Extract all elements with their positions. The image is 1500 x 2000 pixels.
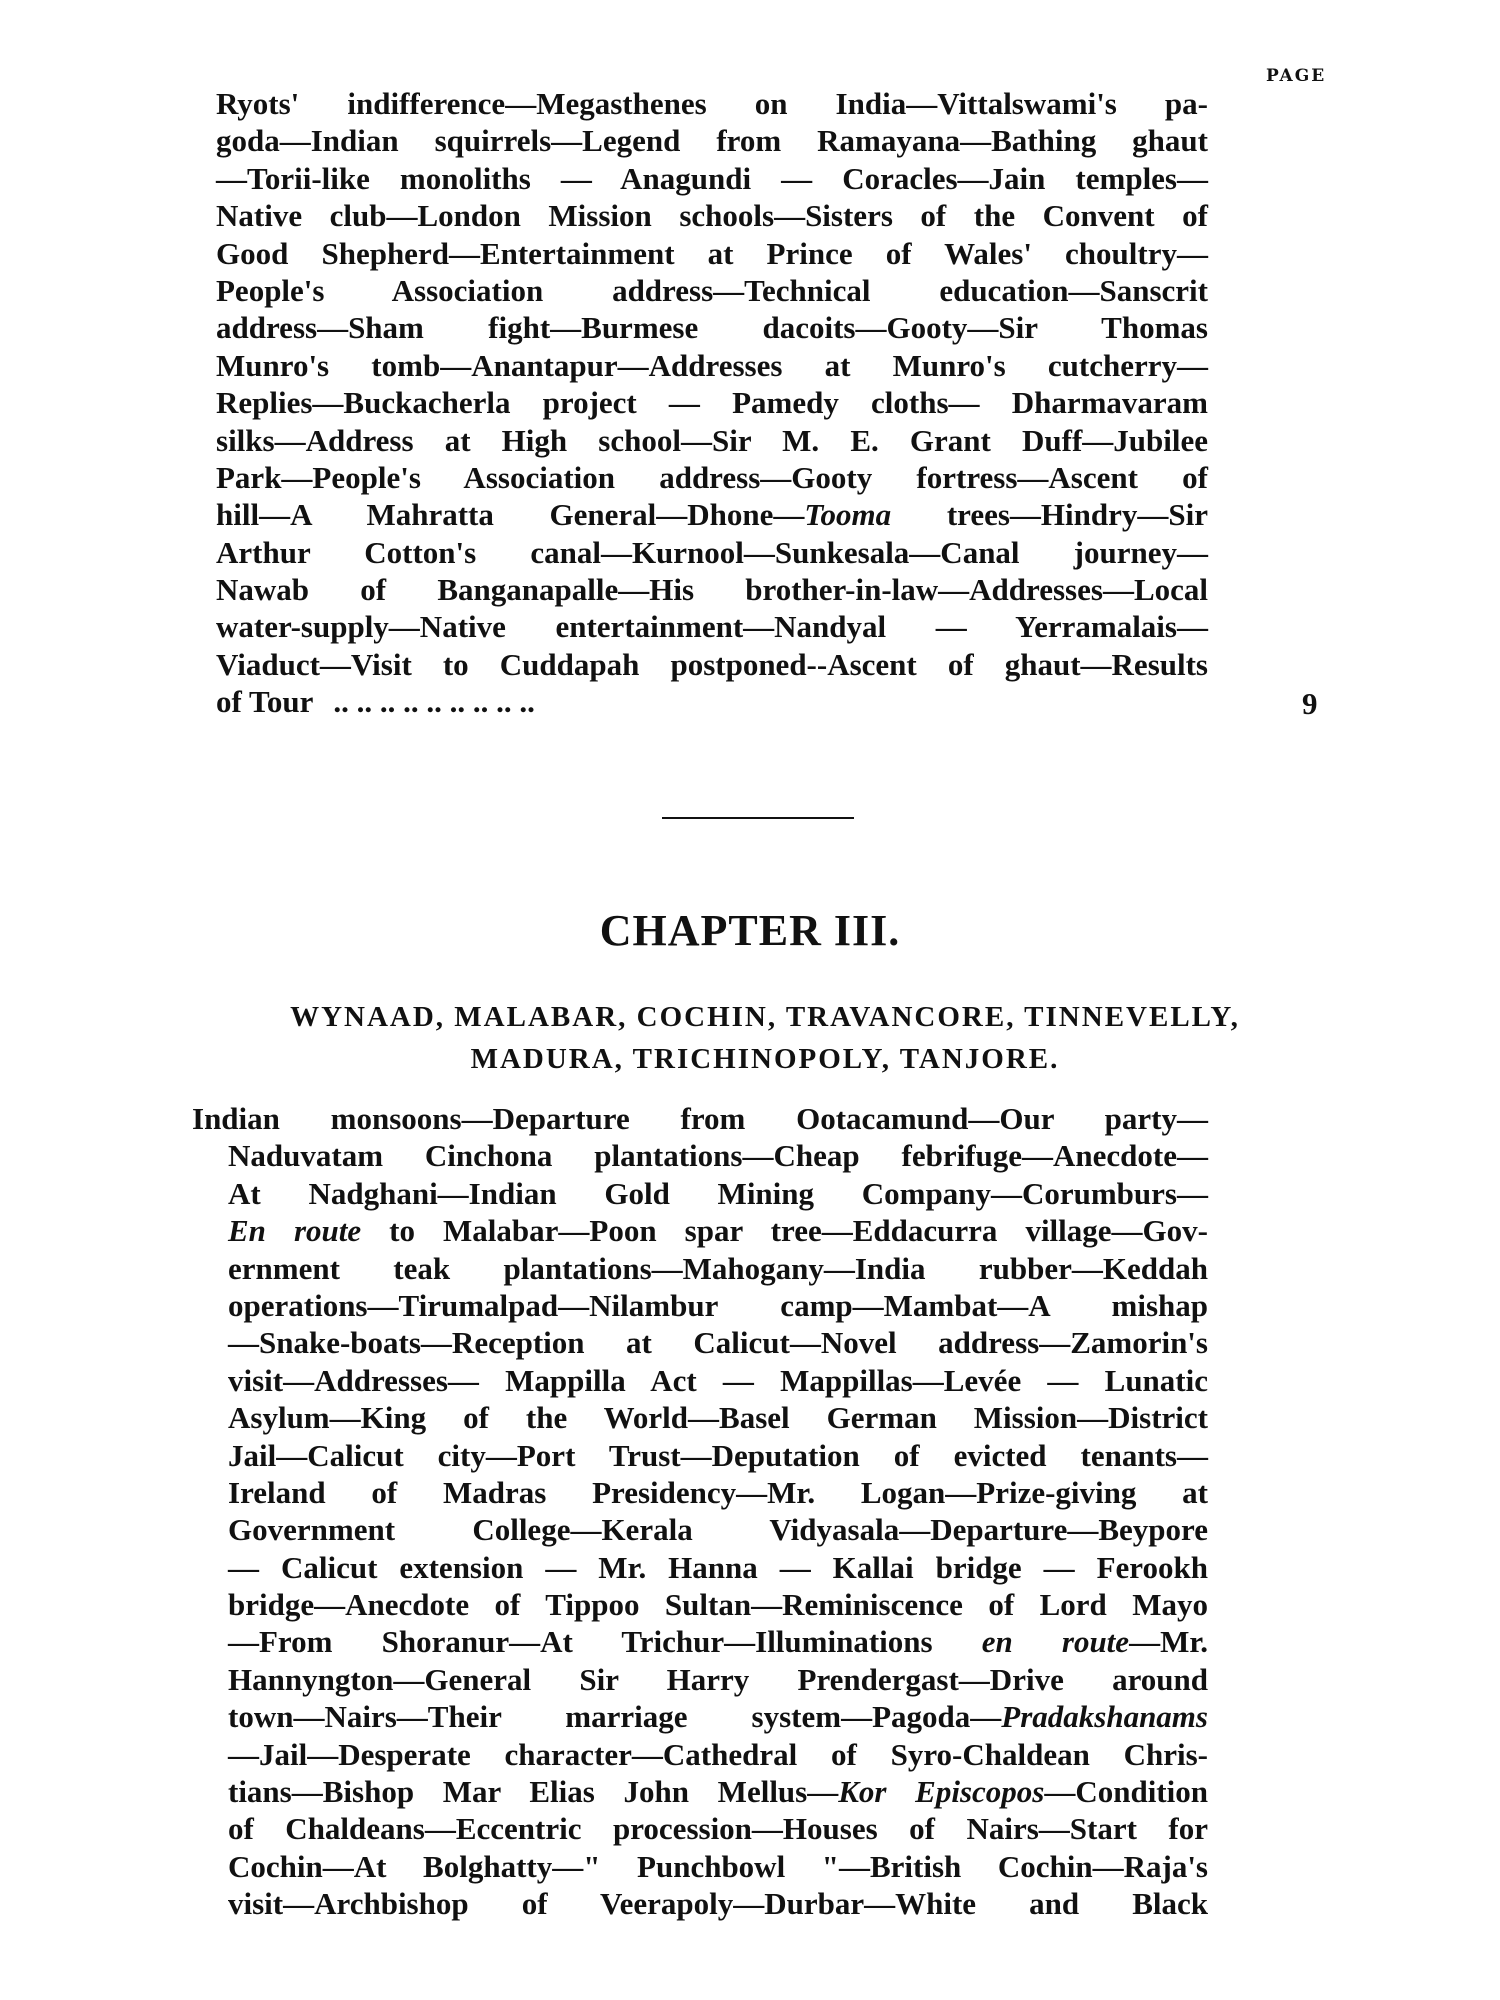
contents-line: Replies—Buckacherla project — Pamedy cloths— Dharmavaram [216,385,1208,421]
text: trees—Hindry—Sir [891,497,1208,533]
contents-line: Hannyngton—General Sir Harry Prendergast—Drive around [228,1661,1208,1697]
italic-term: Pradakshanams [1001,1699,1208,1735]
contents-line [228,1773,1208,1810]
page-column-label: PAGE [1266,66,1327,86]
contents-line: —Snake-boats—Reception at Calicut—Novel address—Zamorin's [228,1325,1208,1361]
chapter-ii-contents [216,85,1208,721]
text: —Condition [1044,1774,1208,1810]
contents-line: Ireland of Madras Presidency—Mr. Logan—Prize-giving at [228,1474,1208,1510]
contents-line: silks—Address at High school—Sir M. E. Grant Duff—Jubilee [216,422,1208,458]
contents-line: People's Association address—Technical education—Sanscrit [216,272,1208,308]
text: of Tour [216,684,314,720]
italic-term: Tooma [804,497,892,533]
contents-line: Park—People's Association address—Gooty fortress—Ascent of [216,459,1208,495]
text: —From Shoranur—At Trichur—Illuminations [228,1624,982,1660]
contents-line: Indian monsoons—Departure from Ootacamund—Our party— [192,1101,1208,1136]
contents-line: Naduvatam Cinchona plantations—Cheap febrifuge—Anecdote— [228,1138,1208,1174]
subtitle-line: WYNAAD, MALABAR, COCHIN, TRAVANCORE, TINNEVELLY, [290,1001,1240,1033]
contents-line: goda—Indian squirrels—Legend from Ramayana—Bathing ghaut [216,123,1208,159]
contents-last-line [216,683,1208,720]
contents-line: Government College—Kerala Vidyasala—Departure—Beypore [228,1512,1208,1548]
contents-line: Viaduct—Visit to Cuddapah postponed--Ascent of ghaut—Results [216,646,1208,682]
contents-line: ernment teak plantations—Mahogany—India rubber—Keddah [228,1250,1208,1286]
contents-line: — Calicut extension — Mr. Hanna — Kallai bridge — Ferookh [228,1549,1208,1585]
italic-term: En route [228,1213,362,1249]
contents-line [228,1623,1208,1660]
text: hill—A Mahratta General—Dhone— [216,497,805,533]
contents-line: Jail—Calicut city—Port Trust—Deputation of evicted tenants— [228,1437,1208,1473]
chapter-iii-contents [192,1100,1208,1923]
section-divider [662,817,854,819]
chapter-subtitle [195,996,1335,1080]
subtitle-line: MADURA, TRICHINOPOLY, TANJORE. [470,1043,1060,1075]
italic-term: Kor Episcopos [838,1774,1045,1810]
contents-line [228,1212,1208,1249]
contents-line: Good Shepherd—Entertainment at Prince of Wales' choultry— [216,235,1208,271]
leader-dots: .. .. .. .. .. .. .. .. .. [333,684,535,720]
page-number: 9 [1302,686,1318,721]
contents-line: At Nadghani—Indian Gold Mining Company—Corumburs— [228,1175,1208,1211]
contents-line: Native club—London Mission schools—Sisters of the Convent of [216,198,1208,234]
text: —Mr. [1129,1624,1208,1660]
contents-line: operations—Tirumalpad—Nilambur camp—Mambat—A mishap [228,1287,1208,1323]
contents-line: —Jail—Desperate character—Cathedral of Syro-Chaldean Chris- [228,1736,1208,1772]
contents-line: visit—Archbishop of Veerapoly—Durbar—White and Black [228,1886,1208,1922]
text: to Malabar—Poon spar tree—Eddacurra village—Gov- [361,1213,1208,1249]
contents-line: address—Sham fight—Burmese dacoits—Gooty—Sir Thomas [216,310,1208,346]
contents-line: visit—Addresses— Mappilla Act — Mappillas—Levée — Lunatic [228,1362,1208,1398]
contents-line: Cochin—At Bolghatty—" Punchbowl "—British Cochin—Raja's [228,1848,1208,1884]
contents-line: water-supply—Native entertainment—Nandyal — Yerramalais— [216,609,1208,645]
italic-term: en route [981,1624,1130,1660]
contents-line: Ryots' indifference—Megasthenes on India—Vittalswami's pa- [216,86,1208,121]
contents-line: Nawab of Banganapalle—His brother-in-law—Addresses—Local [216,572,1208,608]
contents-line: bridge—Anecdote of Tippoo Sultan—Reminiscence of Lord Mayo [228,1587,1208,1623]
contents-line: of Chaldeans—Eccentric procession—Houses of Nairs—Start for [228,1811,1208,1847]
contents-line: Munro's tomb—Anantapur—Addresses at Munro's cutcherry— [216,347,1208,383]
contents-line [228,1698,1208,1735]
contents-line: Arthur Cotton's canal—Kurnool—Sunkesala—Canal journey— [216,534,1208,570]
contents-line: —Torii-like monoliths — Anagundi — Coracles—Jain temples— [216,160,1208,196]
chapter-title: CHAPTER III. [599,906,901,955]
contents-line: Asylum—King of the World—Basel German Mission—District [228,1400,1208,1436]
text: town—Nairs—Their marriage system—Pagoda— [228,1699,1002,1735]
text: tians—Bishop Mar Elias John Mellus— [228,1774,839,1810]
contents-line [216,496,1208,533]
